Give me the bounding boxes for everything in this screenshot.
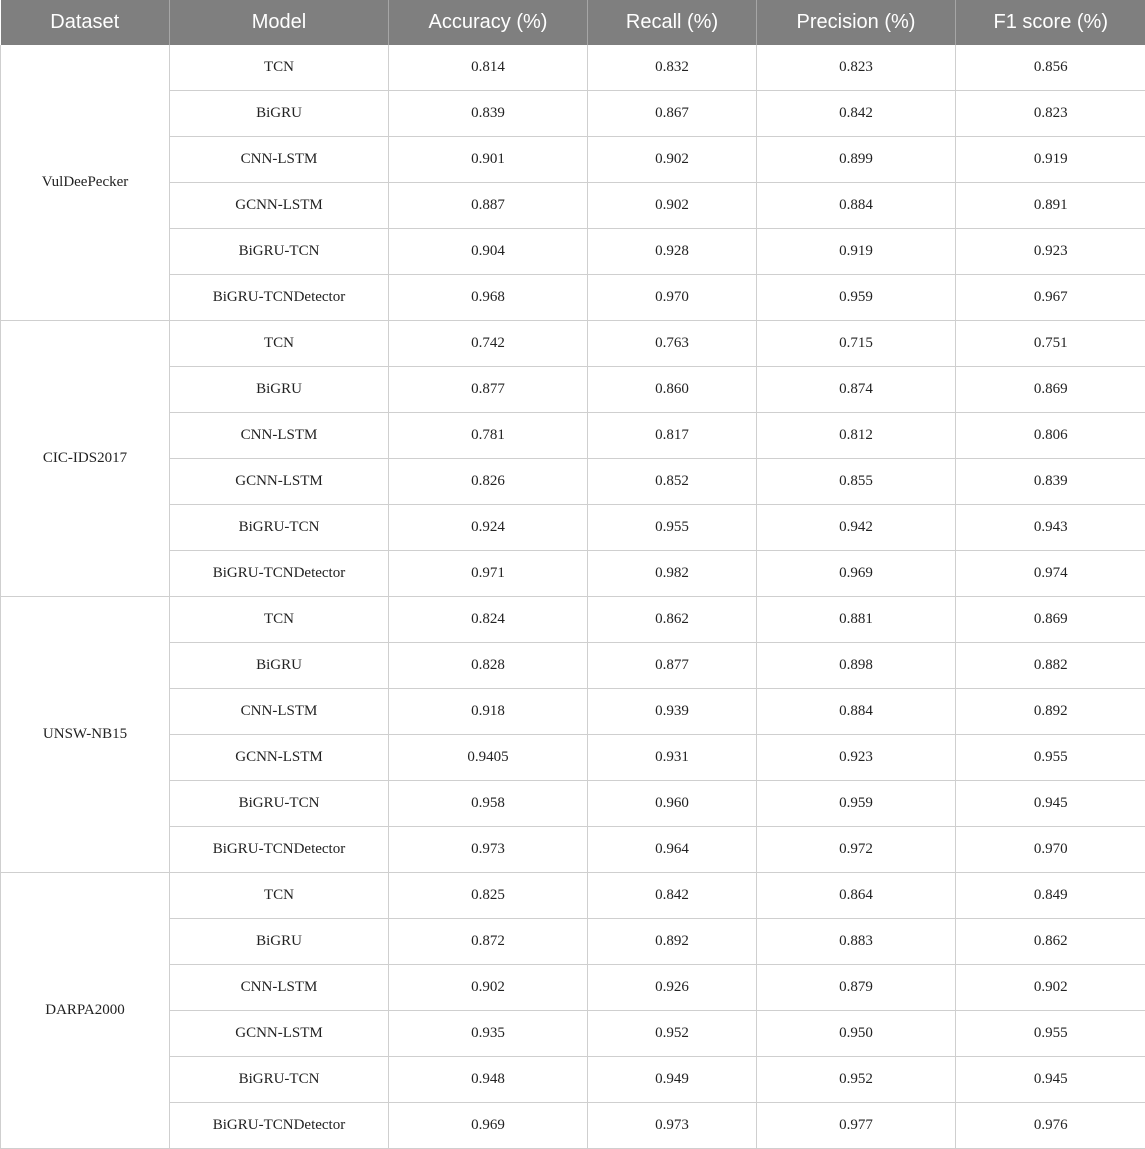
recall-cell: 0.832 <box>588 45 757 91</box>
precision-cell: 0.919 <box>757 229 956 275</box>
accuracy-cell: 0.877 <box>389 367 588 413</box>
accuracy-cell: 0.887 <box>389 183 588 229</box>
header-model: Model <box>170 0 389 45</box>
f1-score-cell: 0.902 <box>956 965 1145 1011</box>
table-row <box>1 873 1145 919</box>
precision-cell: 0.899 <box>757 137 956 183</box>
table-row <box>1 597 1145 643</box>
model-cell: GCNN-LSTM <box>170 183 389 229</box>
dataset-cell: VulDeePecker <box>1 45 170 321</box>
model-cell: GCNN-LSTM <box>170 459 389 505</box>
f1-score-cell: 0.919 <box>956 137 1145 183</box>
recall-cell: 0.852 <box>588 459 757 505</box>
f1-score-cell: 0.751 <box>956 321 1145 367</box>
recall-cell: 0.860 <box>588 367 757 413</box>
accuracy-cell: 0.904 <box>389 229 588 275</box>
table-row <box>1 459 1145 505</box>
model-cell: BiGRU-TCN <box>170 781 389 827</box>
table-row <box>1 413 1145 459</box>
recall-cell: 0.939 <box>588 689 757 735</box>
precision-cell: 0.842 <box>757 91 956 137</box>
recall-cell: 0.902 <box>588 183 757 229</box>
header-row <box>1 0 1145 45</box>
table-header <box>1 0 1145 45</box>
table-row <box>1 1103 1145 1149</box>
accuracy-cell: 0.828 <box>389 643 588 689</box>
table-row <box>1 275 1145 321</box>
table-row <box>1 1057 1145 1103</box>
precision-cell: 0.874 <box>757 367 956 413</box>
recall-cell: 0.926 <box>588 965 757 1011</box>
table-row <box>1 919 1145 965</box>
table-row <box>1 367 1145 413</box>
accuracy-cell: 0.781 <box>389 413 588 459</box>
recall-cell: 0.892 <box>588 919 757 965</box>
f1-score-cell: 0.839 <box>956 459 1145 505</box>
recall-cell: 0.949 <box>588 1057 757 1103</box>
header-f1-score: F1 score (%) <box>956 0 1145 45</box>
table-row <box>1 965 1145 1011</box>
f1-score-cell: 0.923 <box>956 229 1145 275</box>
recall-cell: 0.928 <box>588 229 757 275</box>
f1-score-cell: 0.976 <box>956 1103 1145 1149</box>
f1-score-cell: 0.892 <box>956 689 1145 735</box>
recall-cell: 0.952 <box>588 1011 757 1057</box>
accuracy-cell: 0.935 <box>389 1011 588 1057</box>
table-body <box>1 45 1145 1149</box>
precision-cell: 0.942 <box>757 505 956 551</box>
recall-cell: 0.902 <box>588 137 757 183</box>
f1-score-cell: 0.862 <box>956 919 1145 965</box>
table-row <box>1 321 1145 367</box>
precision-cell: 0.959 <box>757 781 956 827</box>
accuracy-cell: 0.826 <box>389 459 588 505</box>
precision-cell: 0.969 <box>757 551 956 597</box>
model-cell: TCN <box>170 45 389 91</box>
model-cell: BiGRU <box>170 643 389 689</box>
f1-score-cell: 0.955 <box>956 735 1145 781</box>
recall-cell: 0.877 <box>588 643 757 689</box>
precision-cell: 0.812 <box>757 413 956 459</box>
table-row <box>1 91 1145 137</box>
accuracy-cell: 0.968 <box>389 275 588 321</box>
header-recall: Recall (%) <box>588 0 757 45</box>
recall-cell: 0.982 <box>588 551 757 597</box>
precision-cell: 0.923 <box>757 735 956 781</box>
model-cell: GCNN-LSTM <box>170 1011 389 1057</box>
f1-score-cell: 0.970 <box>956 827 1145 873</box>
header-accuracy: Accuracy (%) <box>389 0 588 45</box>
f1-score-cell: 0.869 <box>956 367 1145 413</box>
table-row <box>1 781 1145 827</box>
model-cell: CNN-LSTM <box>170 413 389 459</box>
recall-cell: 0.955 <box>588 505 757 551</box>
f1-score-cell: 0.974 <box>956 551 1145 597</box>
table-row <box>1 505 1145 551</box>
recall-cell: 0.931 <box>588 735 757 781</box>
f1-score-cell: 0.806 <box>956 413 1145 459</box>
model-cell: BiGRU <box>170 367 389 413</box>
table-row <box>1 735 1145 781</box>
accuracy-cell: 0.924 <box>389 505 588 551</box>
header-dataset: Dataset <box>1 0 170 45</box>
table-row <box>1 229 1145 275</box>
recall-cell: 0.867 <box>588 91 757 137</box>
table-row <box>1 45 1145 91</box>
recall-cell: 0.817 <box>588 413 757 459</box>
table-row <box>1 827 1145 873</box>
precision-cell: 0.884 <box>757 689 956 735</box>
precision-cell: 0.823 <box>757 45 956 91</box>
recall-cell: 0.970 <box>588 275 757 321</box>
recall-cell: 0.842 <box>588 873 757 919</box>
accuracy-cell: 0.948 <box>389 1057 588 1103</box>
precision-cell: 0.884 <box>757 183 956 229</box>
table-row <box>1 183 1145 229</box>
precision-cell: 0.952 <box>757 1057 956 1103</box>
f1-score-cell: 0.869 <box>956 597 1145 643</box>
model-cell: BiGRU-TCNDetector <box>170 1103 389 1149</box>
f1-score-cell: 0.849 <box>956 873 1145 919</box>
precision-cell: 0.879 <box>757 965 956 1011</box>
model-cell: BiGRU <box>170 91 389 137</box>
precision-cell: 0.959 <box>757 275 956 321</box>
precision-cell: 0.855 <box>757 459 956 505</box>
model-cell: BiGRU-TCN <box>170 1057 389 1103</box>
header-precision: Precision (%) <box>757 0 956 45</box>
accuracy-cell: 0.958 <box>389 781 588 827</box>
model-cell: TCN <box>170 873 389 919</box>
table-row <box>1 643 1145 689</box>
recall-cell: 0.862 <box>588 597 757 643</box>
model-cell: CNN-LSTM <box>170 965 389 1011</box>
precision-cell: 0.883 <box>757 919 956 965</box>
model-cell: BiGRU-TCNDetector <box>170 551 389 597</box>
accuracy-cell: 0.971 <box>389 551 588 597</box>
model-cell: BiGRU-TCN <box>170 229 389 275</box>
model-cell: BiGRU-TCN <box>170 505 389 551</box>
model-cell: TCN <box>170 321 389 367</box>
accuracy-cell: 0.9405 <box>389 735 588 781</box>
f1-score-cell: 0.823 <box>956 91 1145 137</box>
model-cell: CNN-LSTM <box>170 689 389 735</box>
recall-cell: 0.763 <box>588 321 757 367</box>
f1-score-cell: 0.882 <box>956 643 1145 689</box>
f1-score-cell: 0.943 <box>956 505 1145 551</box>
precision-cell: 0.898 <box>757 643 956 689</box>
f1-score-cell: 0.891 <box>956 183 1145 229</box>
recall-cell: 0.973 <box>588 1103 757 1149</box>
table-row <box>1 1011 1145 1057</box>
accuracy-cell: 0.902 <box>389 965 588 1011</box>
dataset-cell: DARPA2000 <box>1 873 170 1149</box>
precision-cell: 0.977 <box>757 1103 956 1149</box>
accuracy-cell: 0.824 <box>389 597 588 643</box>
f1-score-cell: 0.955 <box>956 1011 1145 1057</box>
model-cell: BiGRU-TCNDetector <box>170 275 389 321</box>
accuracy-cell: 0.839 <box>389 91 588 137</box>
recall-cell: 0.960 <box>588 781 757 827</box>
accuracy-cell: 0.872 <box>389 919 588 965</box>
table-row <box>1 551 1145 597</box>
f1-score-cell: 0.945 <box>956 1057 1145 1103</box>
dataset-cell: CIC-IDS2017 <box>1 321 170 597</box>
dataset-cell: UNSW-NB15 <box>1 597 170 873</box>
table-row <box>1 689 1145 735</box>
recall-cell: 0.964 <box>588 827 757 873</box>
model-cell: BiGRU-TCNDetector <box>170 827 389 873</box>
model-cell: TCN <box>170 597 389 643</box>
f1-score-cell: 0.945 <box>956 781 1145 827</box>
precision-cell: 0.950 <box>757 1011 956 1057</box>
accuracy-cell: 0.973 <box>389 827 588 873</box>
model-cell: GCNN-LSTM <box>170 735 389 781</box>
precision-cell: 0.972 <box>757 827 956 873</box>
accuracy-cell: 0.969 <box>389 1103 588 1149</box>
precision-cell: 0.864 <box>757 873 956 919</box>
accuracy-cell: 0.901 <box>389 137 588 183</box>
accuracy-cell: 0.742 <box>389 321 588 367</box>
f1-score-cell: 0.856 <box>956 45 1145 91</box>
model-cell: BiGRU <box>170 919 389 965</box>
f1-score-cell: 0.967 <box>956 275 1145 321</box>
precision-cell: 0.715 <box>757 321 956 367</box>
precision-cell: 0.881 <box>757 597 956 643</box>
accuracy-cell: 0.814 <box>389 45 588 91</box>
accuracy-cell: 0.918 <box>389 689 588 735</box>
model-cell: CNN-LSTM <box>170 137 389 183</box>
table-row <box>1 137 1145 183</box>
accuracy-cell: 0.825 <box>389 873 588 919</box>
